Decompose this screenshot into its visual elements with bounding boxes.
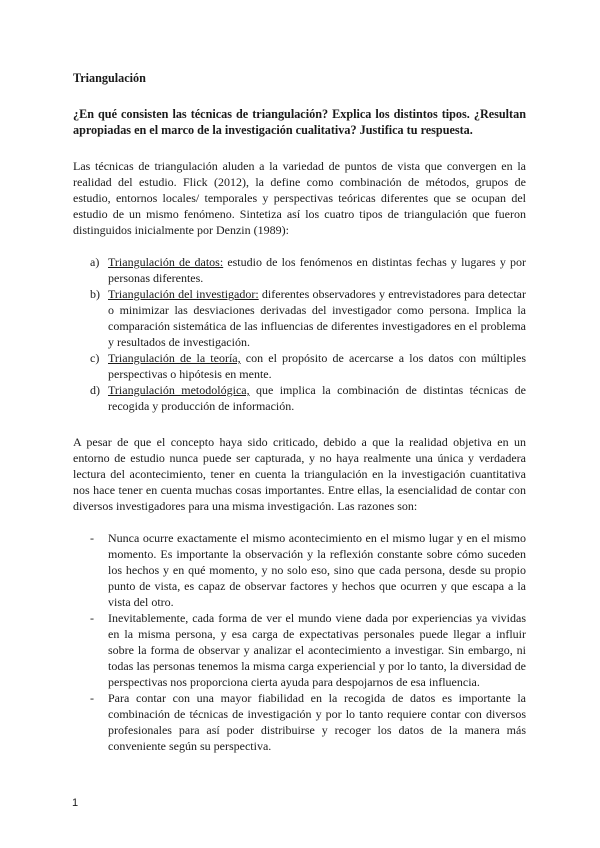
list-marker: c) bbox=[90, 351, 100, 365]
triangulation-types-list bbox=[73, 254, 526, 414]
list-item bbox=[73, 610, 526, 690]
page-content bbox=[73, 70, 526, 754]
list-item bbox=[73, 382, 526, 414]
reason-text: Inevitablemente, cada forma de ver el mundo viene dada por experiencias ya vividas en la misma persona, y esa carga de expectativas personales puede llegar a influir sobre la forma de observar y analizar el acontecimiento a investigar. Sin embargo, ni todas las personas tenemos la misma carga experiencial y por lo tanto, la diversidad de perspectivas nos proporciona cierta ayuda para despojarnos de esa influencia. bbox=[108, 611, 526, 689]
page-number: 1 bbox=[72, 797, 79, 809]
list-marker: b) bbox=[90, 287, 100, 301]
type-description: que implica la combinación de distintas técnicas de recogida y producción de información. bbox=[108, 383, 526, 413]
reason-text: Para contar con una mayor fiabilidad en la recogida de datos es importante la combinación de técnicas de investigación y por lo tanto requiere contar con diversos profesionales para así poder distribuirse y recoger los datos de la manera más conveniente según su perspectiva. bbox=[108, 691, 526, 753]
type-description: con el propósito de acercarse a los datos con múltiples perspectivas o hipótesis en mente. bbox=[108, 351, 526, 381]
reasons-list bbox=[73, 530, 526, 754]
list-item bbox=[73, 690, 526, 754]
list-item bbox=[73, 286, 526, 350]
document-title: Triangulación bbox=[73, 71, 146, 85]
list-marker: - bbox=[90, 531, 94, 545]
type-term: Triangulación de la teoría, bbox=[108, 351, 241, 365]
reason-text: Nunca ocurre exactamente el mismo acontecimiento en el mismo lugar y en el mismo momento. Es importante la observación y la reflexión constante sobre cómo suceden los hechos y en qué momento, y no solo eso, sino que cada persona, desde su propio punto de vista, es capaz de observar factores y hechos que ocurren y que escapa a la vista del otro. bbox=[108, 531, 526, 609]
body-paragraph: A pesar de que el concepto haya sido criticado, debido a que la realidad objetiva en un entorno de estudio nunca puede ser capturada, y no haya realmente una única y verdadera lectura del acontecimiento, tener en cuenta la triangulación en la investigación cuantitativa nos hace tener en cuenta muchas cosas importantes. Entre ellas, la esencialidad de contar con diversos investigadores para una misma investigación. Las razones son: bbox=[73, 435, 526, 513]
type-description: diferentes observadores y entrevistadores para detectar o minimizar las desviaciones derivadas del investigador como persona. Implica la comparación sistemática de las influencias de diferentes investigadores en el problema y resultados de investigación. bbox=[108, 287, 527, 349]
type-term: Triangulación metodológica, bbox=[108, 383, 250, 397]
type-term: Triangulación del investigador: bbox=[108, 287, 259, 301]
list-item bbox=[73, 350, 526, 382]
intro-paragraph: Las técnicas de triangulación aluden a la variedad de puntos de vista que convergen en la realidad del estudio. Flick (2012), la define como combinación de métodos, grupos de estudio, entornos locales/ temporales y perspectivas teóricas diferentes que se ocupan del estudio de un mismo fenómeno. Sintetiza así los cuatro tipos de triangulación que fueron distinguidos inicialmente por Denzin (1989): bbox=[73, 159, 526, 237]
type-description: estudio de los fenómenos en distintas fechas y lugares y por personas diferentes. bbox=[108, 255, 526, 285]
list-marker: - bbox=[90, 611, 94, 625]
list-item bbox=[73, 530, 526, 610]
list-item bbox=[73, 254, 526, 286]
type-term: Triangulación de datos: bbox=[108, 255, 224, 269]
list-marker: - bbox=[90, 691, 94, 705]
list-marker: d) bbox=[90, 383, 100, 397]
list-marker: a) bbox=[90, 255, 100, 269]
question-heading: ¿En qué consisten las técnicas de triangulación? Explica los distintos tipos. ¿Resultan apropiadas en el marco de la investigación cualitativa? Justifica tu respuesta. bbox=[73, 107, 526, 137]
